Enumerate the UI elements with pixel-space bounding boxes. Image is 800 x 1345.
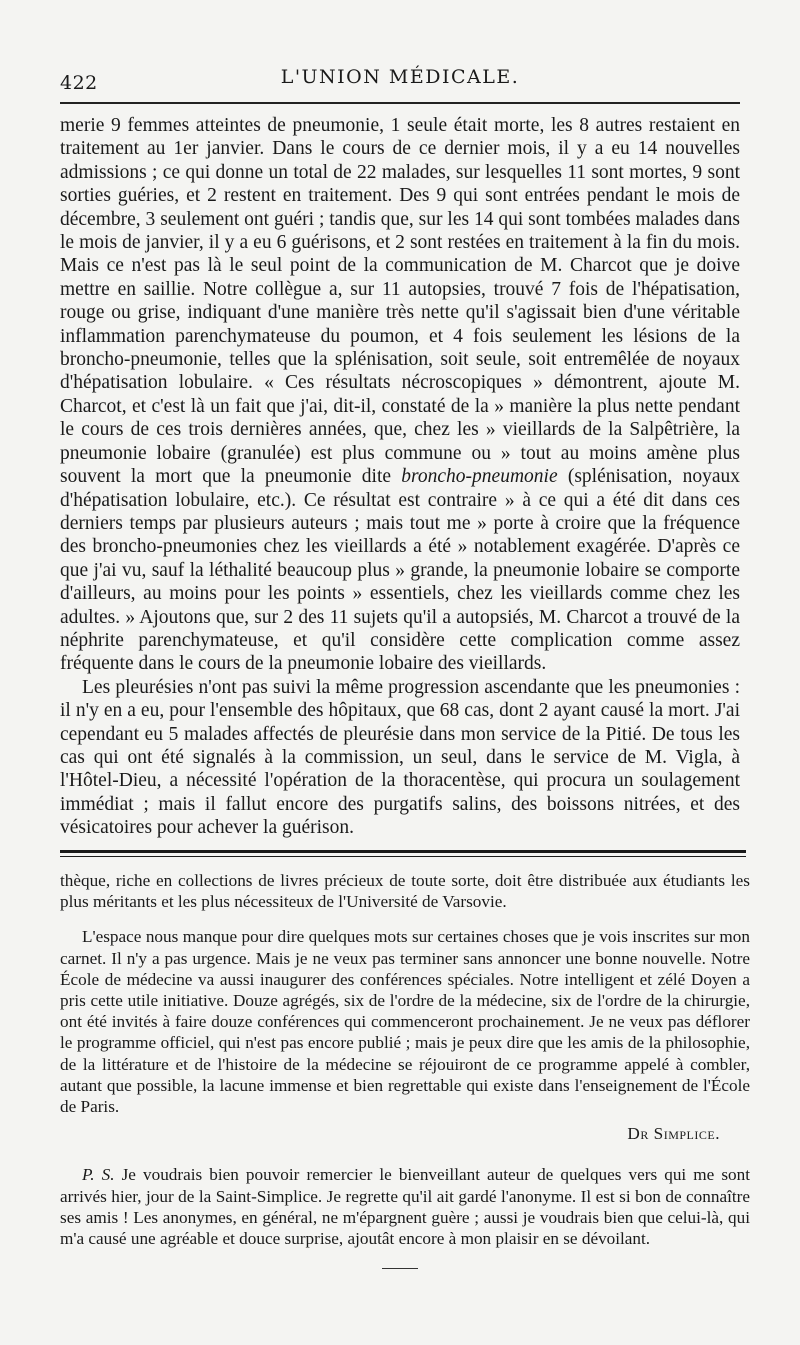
page-header [60, 66, 740, 96]
article-body [60, 114, 740, 840]
feuilleton-paragraph: L'espace nous manque pour dire quelques mots sur certaines choses que je vois inscrites sur mon carnet. Il n'y a pas urgence. Mais je ne veux pas terminer sans annoncer une bonne nouvelle. Notre École de médecine va aussi inaugurer des conférences spéciales. Notre intelligent et zélé Doyen a pris cette utile initiative. Douze agrégés, six de l'ordre de la médecine, six de l'ordre de la chirurgie, ont été invités à faire douze conférences qui commenceront prochainement. Je ne veux pas déflorer le programme officiel, qui n'est pas encore publié ; mais je peux dire que les amis de la philosophie, de la littérature et de l'histoire de la médecine se réjouiront de ce programme appelé à combler, autant que possible, la lacune immense et bien regrettable qui existe dans l'enseignement de l'École de Paris. [60, 927, 750, 1117]
end-rule [382, 1268, 418, 1269]
running-title: L'UNION MÉDICALE. [280, 66, 520, 88]
italic-term: broncho-pneumonie [401, 466, 558, 488]
feuilleton-divider [60, 850, 746, 857]
postscript [60, 1164, 750, 1249]
feuilleton-section [60, 870, 750, 1249]
feuilleton-opening: thèque, riche en collections de livres précieux de toute sorte, doit être distribuée aux étudiants les plus méritants et les plus nécessiteux de l'Université de Varsovie. [60, 871, 750, 912]
paragraph-text: merie 9 femmes atteintes de pneumonie, 1 seule était morte, les 8 autres restaient en traitement au 1er janvier. Dans le cours de ce dernier mois, il y a eu 14 nouvelles admissions ; ce qui donne un total de 22 malades, sur lesquelles 11 sont mortes, 9 sont sorties guéries, et 2 restent en traitement. Des 9 qui sont entrées pendant le mois de décembre, 3 seulement ont guéri ; tandis que, sur les 14 qui sont tombées malades dans le mois de janvier, il y a eu 6 guérisons, et 2 sont restées en traitement à la fin du mois. Mais ce n'est pas là le seul point de la communication de M. Charcot que je doive mettre en saillie. Notre collègue a, sur 11 autopsies, trouvé 7 fois de l'hépatisation, rouge ou grise, indiquant d'une manière très nette qu'il s'agissait bien d'une véritable inflammation parenchymateuse du poumon, et 4 fois seulement les lésions de la broncho-pneumonie, telles que la splénisation, soit seule, soit entremêlée de noyaux d'hépatisation lobulaire. « Ces résultats nécroscopiques » démontrent, ajoute M. Charcot, et c'est là un fait que j'ai, dit-il, constaté de la » manière la plus nette pendant le cours de ces trois dernières années, que, chez les » vieillards de la Salpêtrière, la pneumonie lobaire (granulée) est plus commune ou » tout au moins amène plus souvent la mort que la pneumonie dite [60, 115, 740, 488]
article-paragraph [60, 114, 740, 676]
paragraph-text-continued: (splénisation, noyaux d'hépatisation lobulaire, etc.). Ce résultat est contraire » à ce qui a été dit dans ces derniers temps par plusieurs auteurs ; mais tout me » porte à croire que la fréquence des broncho-pneumonies chez les vieillards a été » notablement exagérée. D'après ce que j'ai vu, sauf la léthalité beaucoup plus » grande, la pneumonie lobaire se comporte d'ailleurs, au moins pour les points » essentiels, chez les vieillards comme chez les adultes. » Ajoutons que, sur 2 des 11 sujets qu'il a autopsiés, M. Charcot a trouvé de la néphrite parenchymateuse, et qu'il considère cette complication comme assez fréquente dans le cours de la pneumonie lobaire des vieillards. [60, 466, 740, 675]
author-signature: Dr Simplice. [627, 1124, 720, 1144]
page-number: 422 [60, 72, 98, 94]
postscript-label: P. S. [82, 1165, 115, 1185]
header-rule [60, 102, 740, 104]
postscript-text: Je voudrais bien pouvoir remercier le bienveillant auteur de quelques vers qui me sont arrivés hier, jour de la Saint-Simplice. Je regrette qu'il ait gardé l'anonyme. Il est si bon de connaître ses amis ! Les anonymes, en général, ne m'épargnent guère ; aussi je voudrais bien que celui-là, qui m'a causé une agréable et douce surprise, ajoutât encore à mon plaisir en se dévoilant. [60, 1165, 750, 1249]
article-paragraph: Les pleurésies n'ont pas suivi la même progression ascendante que les pneumonies : il n'y en a eu, pour l'ensemble des hôpitaux, que 68 cas, dont 2 ayant causé la mort. J'ai cependant eu 5 malades affectés de pleurésie dans mon service de la Pitié. De tous les cas qui ont été signalés à la commission, un seul, dans le service de M. Vigla, à l'Hôtel-Dieu, a nécessité l'opération de la thoracentèse, qui procura un soulagement immédiat ; mais il fallut encore des purgatifs salins, des boissons nitrées, et des vésicatoires pour achever la guérison. [60, 676, 740, 839]
